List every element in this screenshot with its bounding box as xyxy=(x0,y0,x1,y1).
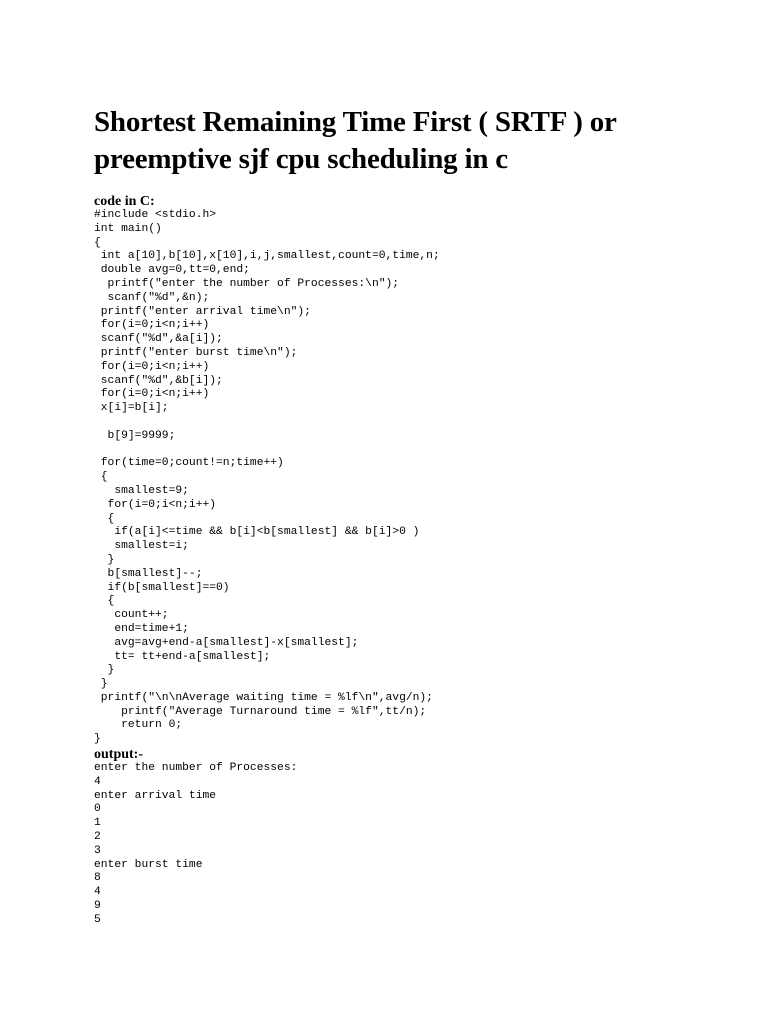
code-line: scanf("%d",&n); xyxy=(94,291,210,304)
code-line: avg=avg+end-a[smallest]-x[smallest]; xyxy=(94,636,359,649)
code-line: } xyxy=(94,733,101,746)
code-line: { xyxy=(94,512,115,525)
code-line: int a[10],b[10],x[10],i,j,smallest,count=0,time,n; xyxy=(94,250,440,263)
code-line: scanf("%d",&a[i]); xyxy=(94,333,223,346)
document-page xyxy=(94,104,734,928)
code-line: for(time=0;count!=n;time++) xyxy=(94,457,284,470)
output-line: 0 xyxy=(94,803,101,816)
code-line: scanf("%d",&b[i]); xyxy=(94,374,223,387)
code-line: printf("Average Turnaround time = %lf",tt/n); xyxy=(94,705,427,718)
page-title xyxy=(94,104,734,178)
code-line: printf("enter arrival time\n"); xyxy=(94,305,311,318)
output-line: 5 xyxy=(94,913,101,926)
code-line: b[9]=9999; xyxy=(94,429,176,442)
code-line: for(i=0;i<n;i++) xyxy=(94,388,210,401)
code-line: x[i]=b[i]; xyxy=(94,402,169,415)
code-line: { xyxy=(94,471,108,484)
code-line: smallest=i; xyxy=(94,540,189,553)
code-line: { xyxy=(94,595,115,608)
code-listing xyxy=(94,209,734,747)
output-line: 1 xyxy=(94,817,101,830)
code-heading: code in C: xyxy=(94,194,155,209)
code-line: for(i=0;i<n;i++) xyxy=(94,360,210,373)
output-listing xyxy=(94,762,734,928)
output-line: 2 xyxy=(94,831,101,844)
code-line: if(b[smallest]==0) xyxy=(94,581,230,594)
code-line: printf("enter burst time\n"); xyxy=(94,346,298,359)
code-line: } xyxy=(94,664,115,677)
code-line: printf("enter the number of Processes:\n"); xyxy=(94,277,400,290)
code-line: end=time+1; xyxy=(94,622,189,635)
code-line: smallest=9; xyxy=(94,484,189,497)
output-line: enter arrival time xyxy=(94,789,217,802)
code-line: } xyxy=(94,678,108,691)
code-line: int main() xyxy=(94,222,162,235)
code-line: if(a[i]<=time && b[i]<b[smallest] && b[i]>0 ) xyxy=(94,526,420,539)
code-line: tt= tt+end-a[smallest]; xyxy=(94,650,271,663)
code-line: for(i=0;i<n;i++) xyxy=(94,319,210,332)
output-line: 3 xyxy=(94,844,101,857)
output-heading: output:- xyxy=(94,747,144,763)
code-line: { xyxy=(94,236,101,249)
code-line: count++; xyxy=(94,609,169,622)
code-line: #include <stdio.h> xyxy=(94,209,217,221)
output-line: 8 xyxy=(94,872,101,885)
code-line: } xyxy=(94,553,115,566)
title-line-2: preemptive sjf cpu scheduling in c xyxy=(94,143,508,175)
output-line: enter burst time xyxy=(94,858,203,871)
code-line: printf("\n\nAverage waiting time = %lf\n",avg/n); xyxy=(94,691,433,704)
code-line xyxy=(94,444,734,458)
code-line: return 0; xyxy=(94,719,183,732)
output-line: 4 xyxy=(94,775,101,788)
code-line: double avg=0,tt=0,end; xyxy=(94,264,250,277)
output-line: 9 xyxy=(94,900,101,913)
code-line: b[smallest]--; xyxy=(94,567,203,580)
code-line xyxy=(94,416,734,430)
output-line: enter the number of Processes: xyxy=(94,762,298,775)
title-line-1: Shortest Remaining Time First ( SRTF ) or xyxy=(94,106,617,138)
output-line: 4 xyxy=(94,886,101,899)
code-line: for(i=0;i<n;i++) xyxy=(94,498,217,511)
